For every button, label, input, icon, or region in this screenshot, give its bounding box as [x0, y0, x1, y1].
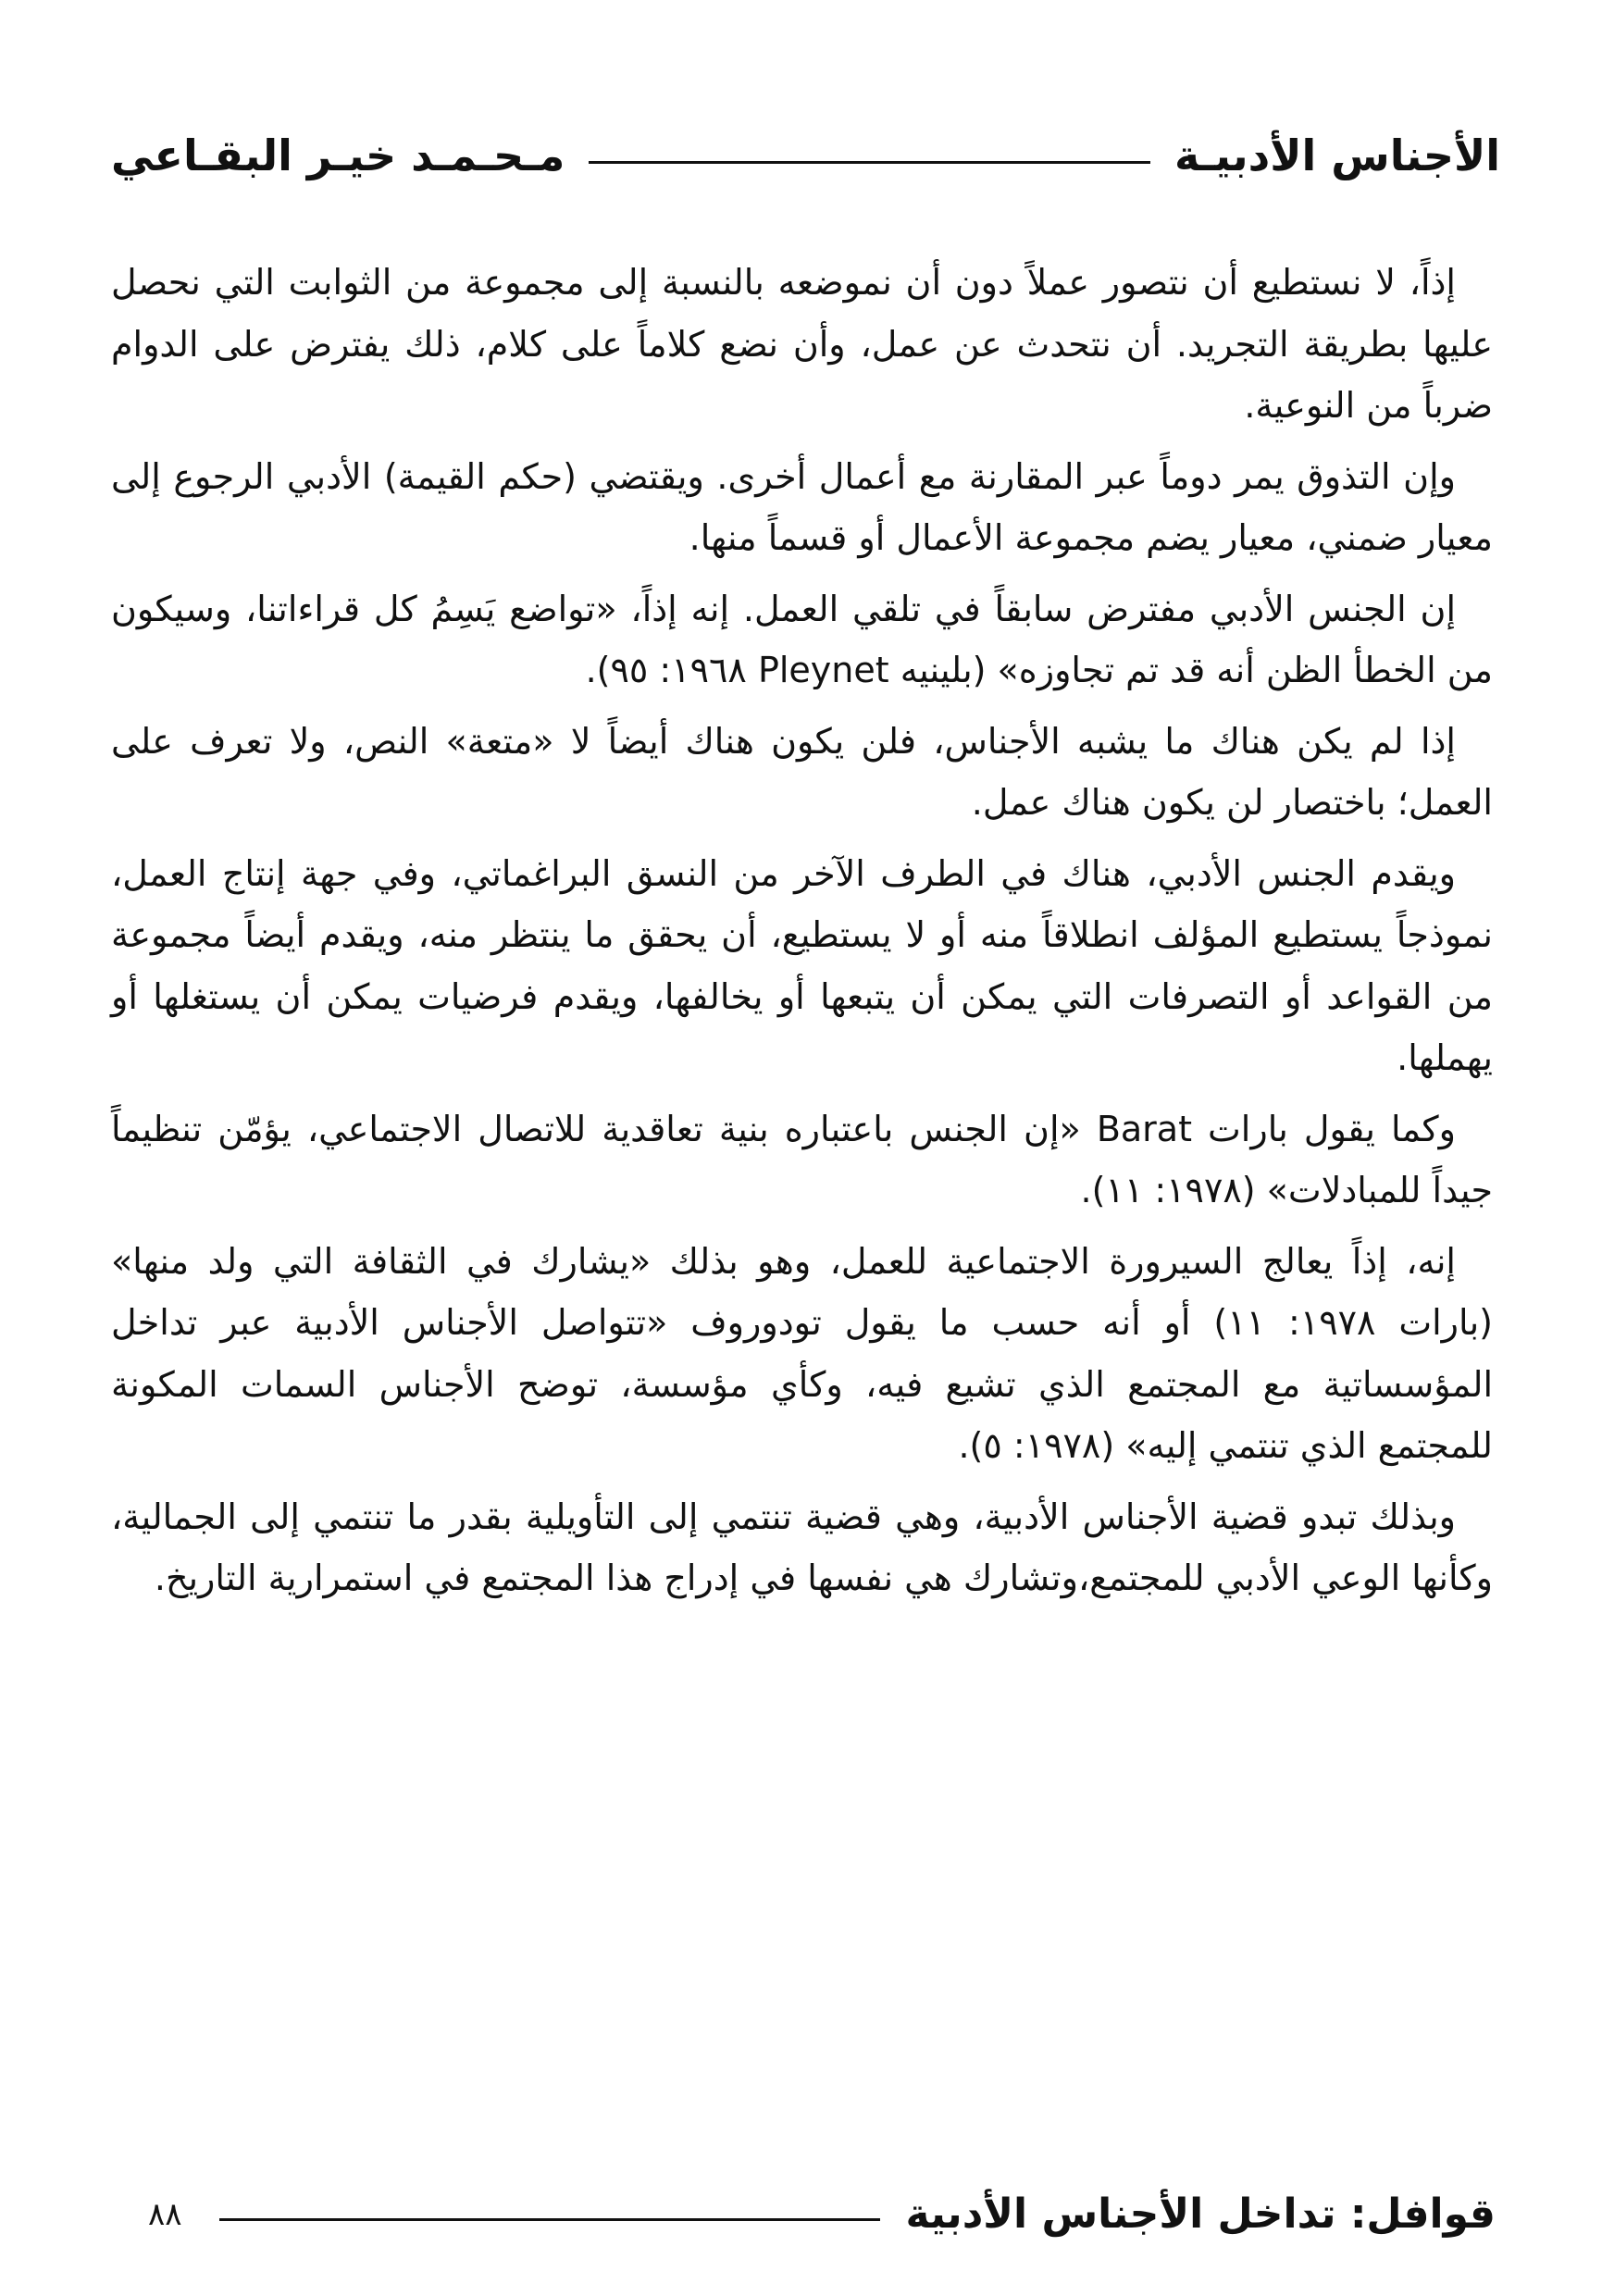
page-number: ٨٨ [148, 2196, 182, 2233]
running-footer [148, 2182, 1496, 2247]
paragraph: إنه، إذاً يعالج السيرورة الاجتماعية للعمل، وهو بذلك «يشارك في الثقافة التي ولد منها» (بارات ١٩٧٨: ١١) أو أنه حسب ما يقول تودوروف «تتواصل الأجناس الأدبية عبر تداخل المؤسساتية مع المجتمع الذي تشيع فيه، وكأي مؤسسة، توضح الأجناس السمات المكونة للمجتمع الذي تنتمي إليه» (١٩٧٨: ٥). [111, 1240, 1493, 1466]
header-rule [589, 161, 1150, 164]
series-title: قوافل: تداخل الأجناس الأدبية [905, 2191, 1496, 2238]
paragraph: إن الجنس الأدبي مفترض سابقاً في تلقي العمل. إنه إذاً، «تواضع يَسِمُ كل قراءاتنا، وسيكون من الخطأ الظن أنه قد تم تجاوزه» (بلينيه Pleynet ١٩٦٨: ٩٥). [111, 588, 1493, 690]
book-title: الأجناس الأدبيـة [1174, 130, 1500, 180]
paragraph: إذا لم يكن هناك ما يشبه الأجناس، فلن يكون هناك أيضاً لا «متعة» النص، ولا تعرف على العمل؛ باختصار لن يكون هناك عمل. [111, 720, 1493, 823]
author-name: مـحـمـد خيـر البقـاعي [111, 130, 565, 180]
paragraph: إذاً، لا نستطيع أن نتصور عملاً دون أن نموضعه بالنسبة إلى مجموعة من الثوابت التي نحصل عليها بطريقة التجريد. أن نتحدث عن عمل، وأن نضع كلاماً على كلام، ذلك يفترض على الدوام ضرباً من النوعية. [111, 262, 1493, 426]
footer-rule [219, 2218, 880, 2221]
paragraph: ويقدم الجنس الأدبي، هناك في الطرف الآخر من النسق البراغماتي، وفي جهة إنتاج العمل، نموذجاً يستطيع المؤلف انطلاقاً منه أو لا يستطيع، أن يحقق ما ينتظر منه، ويقدم أيضاً مجموعة من القواعد أو التصرفات التي يمكن أن يتبعها أو يخالفها، ويقدم فرضيات يمكن أن يستغلها أو يهملها. [111, 852, 1493, 1078]
body-text [111, 252, 1493, 1619]
paragraph: وبذلك تبدو قضية الأجناس الأدبية، وهي قضية تنتمي إلى التأويلية بقدر ما تنتمي إلى الجمالية، وكأنها الوعي الأدبي للمجتمع،وتشارك هي نفسها في إدراج هذا المجتمع في استمرارية التاريخ. [111, 1496, 1493, 1598]
paragraph: وإن التذوق يمر دوماً عبر المقارنة مع أعمال أخرى. ويقتضي (حكم القيمة) الأدبي الرجوع إلى معيار ضمني، معيار يضم مجموعة الأعمال أو قسماً منها. [111, 455, 1493, 558]
paragraph: وكما يقول بارات Barat «إن الجنس باعتباره بنية تعاقدية للاتصال الاجتماعي، يؤمّن تنظيماً جيداً للمبادلات» (١٩٧٨: ١١). [111, 1108, 1493, 1210]
running-header [111, 118, 1500, 192]
